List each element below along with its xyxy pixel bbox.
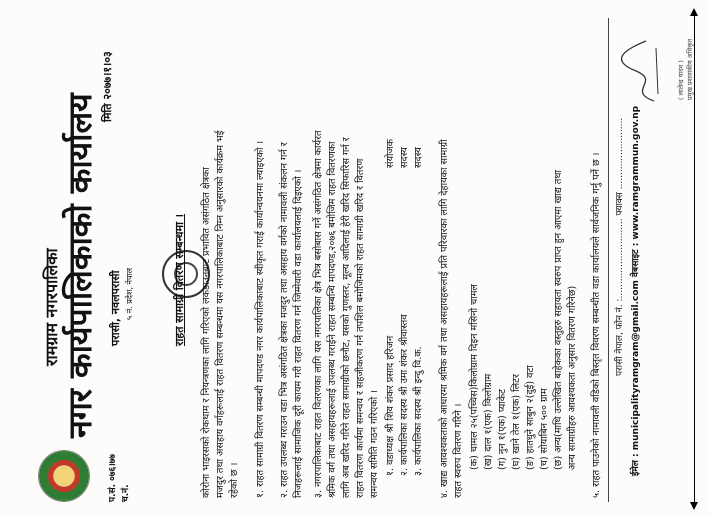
- dispatch-number: च.नं.: [121, 484, 131, 502]
- committee-row: [412, 28, 426, 498]
- arrow-right-icon: [690, 8, 698, 16]
- goods-item: (ग) नुन १(एक) प्याकेट: [497, 389, 508, 470]
- goods-list: [468, 28, 580, 498]
- item-5: [590, 28, 604, 498]
- item-line: १. राहत सामाग्री वितरण सम्बन्धी मापदण्ड नगर कार्यपालिकाबाट स्वीकृत गराई कार्यान्वयनमा ल्याइएको ।: [255, 140, 266, 498]
- goods-item: (घ) खाने तेल १(एक) लिटर: [511, 374, 522, 470]
- goods-item: अन्य सामाग्रीहरु आवश्यकता अनुसार वितरण गरिनेछ): [567, 285, 578, 470]
- footer-divider: [608, 18, 609, 502]
- intro-line: रहेको छ ।: [229, 462, 240, 498]
- item-line: राहत वितरण कार्यमा समन्वय र सहजीकरण गर्न तपशिल बमोजिमको राहत सामाग्री खरिद र वितरण: [355, 158, 366, 498]
- office-name: नगर कार्यपालिकाको कार्यालय: [61, 93, 99, 438]
- committee-member: ३. कार्यपालिका सदस्य श्री इन्दु वि.क.: [413, 346, 424, 476]
- signatory-name: ( लालेन्द्र यादव ): [677, 60, 685, 100]
- intro-line: मजदुर तथा असहाय वर्गहरूलाई राहत वितरण सम्बन्धमा यस नगरपालिकाबाट निम्न अनुसारको कार्यक्रम भई: [215, 130, 226, 498]
- item-2: [278, 28, 306, 498]
- item-line: श्रमिक वर्ग तथा असहायहरूलाई उपलब्ध गराईने राहत सम्बन्धि मापदण्ड,२०७६ बमोजिम राहत वितरणका: [327, 141, 338, 498]
- committee-member: २. कार्यपालिका सदस्य श्री उमा शंकर श्रीवास्तव: [399, 314, 410, 476]
- item-line: ३. नगरपालिकाबाट राहत वितरणका लागि यस नगरपालिका क्षेत्र भित्र बसोबास गर्ने असंगठित क्षेत्रमा कार्यरत: [313, 130, 324, 498]
- item-3: [312, 28, 382, 498]
- intro-paragraph: [200, 28, 242, 498]
- municipality-name: रामग्राम नगरपालिका: [42, 248, 61, 366]
- intro-line: कोरोना भाइरसको रोकथाम र नियन्त्रणका लागि गरिएको लकडाउनबाट प्रभावित असंगठित क्षेत्रका: [201, 167, 212, 498]
- committee-role: सदस्य: [399, 147, 410, 168]
- goods-item: (च) सोयाबिन ५०० ग्राम: [539, 388, 550, 470]
- goods-item: (क) चामल २५(पच्चिस)किलोग्राम दिइन मसिनो चामल: [469, 284, 480, 470]
- item-line: निजहरूलाई सामाजिक दूरी कायम गरी राहत वितरण गर्न जिम्मेवारी वडा कार्यालयलाई दिइएको ।: [293, 169, 304, 498]
- signature-scribble: [616, 36, 666, 106]
- committee-role: संयोजक: [385, 138, 396, 168]
- goods-item: (ख) दाल १(एक) किलोग्राम: [483, 373, 494, 470]
- municipality-logo: [38, 450, 90, 502]
- item-line: लागि अब खरिद गरिने राहत सामाग्रीको छनौट, यसको गुणस्तर, मूल्य आदिलाई हेरी खरिद सिफारिस गर्न र: [341, 137, 352, 498]
- item-1: [254, 28, 268, 498]
- committee-member: १. वडाध्यक्ष श्री शिव शंकर प्रसाद हरिजन: [385, 335, 396, 476]
- item-line: राहत स्वरुप वितरण गरिने ।: [453, 403, 464, 498]
- committee-row: [398, 28, 412, 498]
- item-line: ४. खाद्य आवश्यकताको आधारमा श्रमिक वर्ग तथा असहायहरूलाई प्रति परिवारका लागि देहायका सामाग्री: [439, 139, 450, 498]
- committee-role: सदस्य: [413, 147, 424, 168]
- arrow-left-icon: [690, 502, 698, 510]
- item-line: २. राहत उपलब्ध गराउन वडा भित्र असंगठित क्षेत्रका मजदुर तथा असहाय वर्गको नामावली संकलन गर्न र: [279, 142, 290, 498]
- footer-email-website: ईमेल : municipalityramgram@gmail.com वेबसाइट : www.ramgrammun.gov.np: [631, 105, 641, 476]
- letter-subject: राहत सामाग्री वितरण सम्बन्धमा ।: [173, 214, 186, 346]
- goods-item: (ङ) हातधुने साबुन २(दुई) वटा: [525, 365, 536, 470]
- item-line: समन्वय समिति गठन गरिएको ।: [369, 390, 380, 498]
- signatory-block: [676, 39, 694, 100]
- province-line: ५ नं. प्रदेश, नेपाल: [125, 267, 134, 320]
- item-4: [438, 28, 466, 498]
- committee-list: [384, 28, 426, 498]
- item-line: ५. राहत पाउनेको नामावली वडिको बिस्तृत विवरण सम्बन्धीत वडा कार्यालयले सार्वजनिक गर्नु पर्ने छ ।: [591, 152, 602, 498]
- office-location: परासी, नवलपरासी: [109, 270, 122, 346]
- letter-date: मिति २०७७।१।०३: [101, 51, 114, 122]
- goods-item: (छ) अन्य(माथि उल्लेखित बाहेकका वस्तुहरु सहायता स्वरुप प्राप्त हुन आएमा खाद्य तथा: [553, 169, 564, 470]
- committee-row: [384, 28, 398, 498]
- signatory-title: प्रमुख प्रशासकीय अधिकृत: [686, 38, 694, 100]
- footer-contact: परासी नेपाल, फोन नं. :............................ फ्याक्स .........................: [615, 117, 625, 376]
- reference-number: प.सं. ०७६।७७: [108, 454, 118, 502]
- bottom-arrow-line: [694, 10, 695, 506]
